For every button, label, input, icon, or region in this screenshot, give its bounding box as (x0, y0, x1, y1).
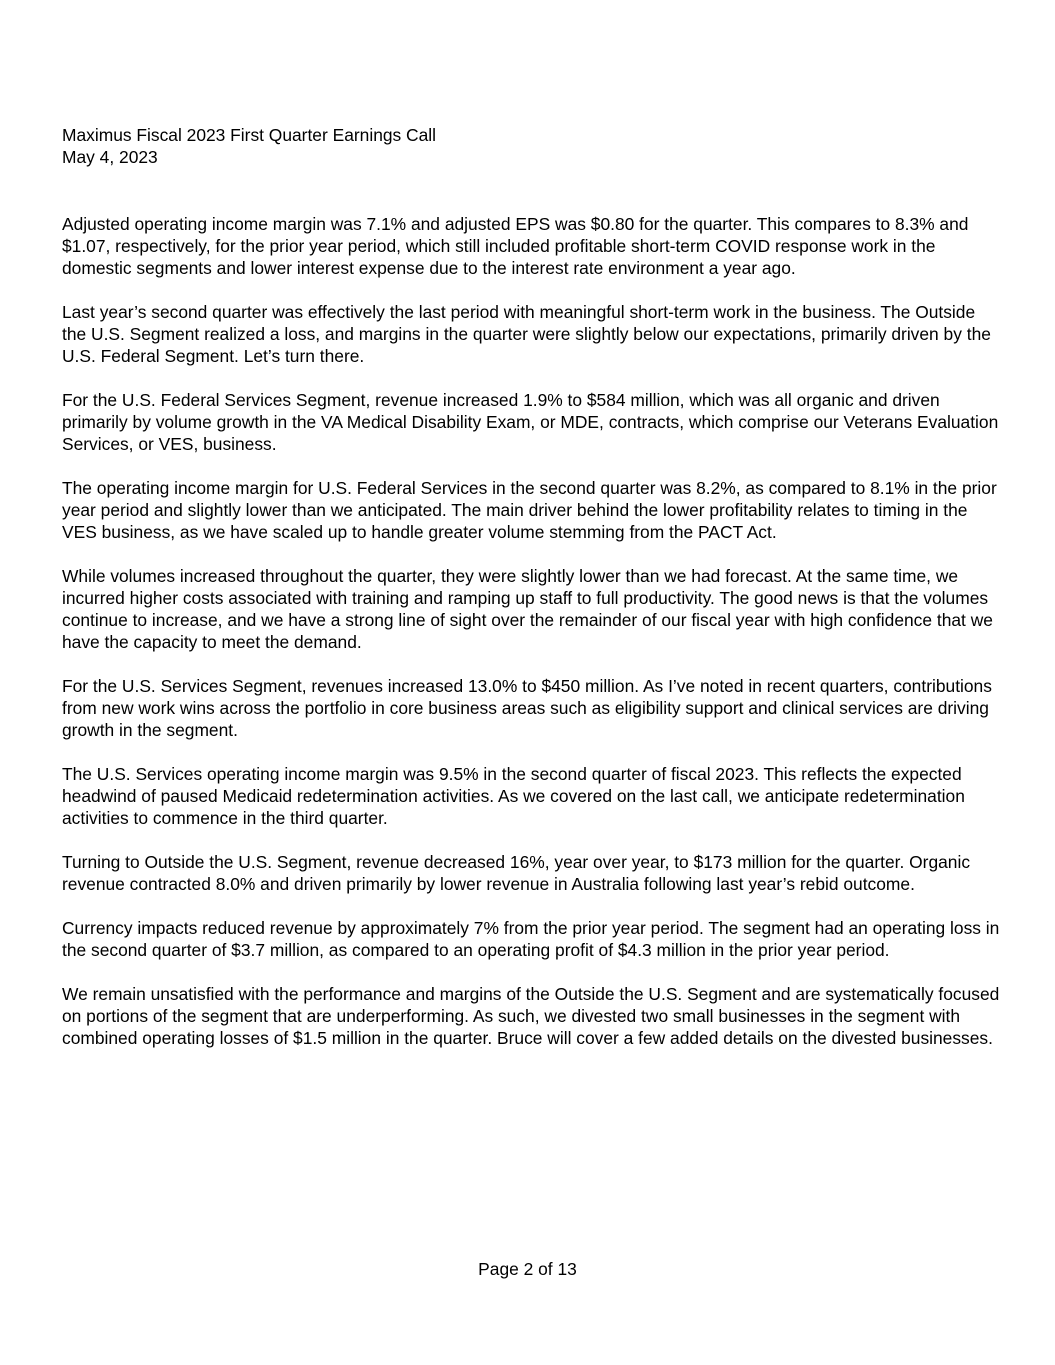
paragraph-outside-us-revenue: Turning to Outside the U.S. Segment, revenue decreased 16%, year over year, to $173 million for the quarter. Organic revenue contracted 8.0% and driven primarily by lower revenue in Australia following last year’s rebid outcome. (62, 852, 971, 894)
paragraph-us-services-revenue: For the U.S. Services Segment, revenues increased 13.0% to $450 million. As I’ve noted in recent quarters, contributions from new work wins across the portfolio in core business areas such as eligibility support and clinical services are driving growth in the segment. (62, 676, 992, 740)
document-header (62, 124, 436, 168)
paragraph-volumes: While volumes increased throughout the quarter, they were slightly lower than we had forecast. At the same time, we incurred higher costs associated with training and ramping up staff to full productivity. The good news is that the volumes continue to increase, and we have a strong line of sight over the remainder of our fiscal year with high confidence that we have the capacity to meet the demand. (62, 566, 993, 652)
paragraph-short-term-work: Last year’s second quarter was effectively the last period with meaningful short-term work in the business. The Outside the U.S. Segment realized a loss, and margins in the quarter were slightly below our expectations, primarily driven by the U.S. Federal Segment. Let’s turn there. (62, 302, 991, 366)
page-number: Page 2 of 13 (478, 1259, 577, 1279)
paragraph-us-services-margin: The U.S. Services operating income margin was 9.5% in the second quarter of fiscal 2023. This reflects the expected headwind of paused Medicaid redetermination activities. As we covered on the last call, we anticipate redetermination activities to commence in the third quarter. (62, 764, 965, 828)
paragraph-adjusted-margin: Adjusted operating income margin was 7.1% and adjusted EPS was $0.80 for the quarter. This compares to 8.3% and $1.07, respectively, for the prior year period, which still included profitable short-term COVID response work in the domestic segments and lower interest expense due to the interest rate environment a year ago. (62, 214, 969, 278)
paragraph-currency-impacts: Currency impacts reduced revenue by approximately 7% from the prior year period. The segment had an operating loss in the second quarter of $3.7 million, as compared to an operating profit of $4.3 million in the prior year period. (62, 918, 1000, 960)
document-body (62, 213, 1002, 1071)
document-title: Maximus Fiscal 2023 First Quarter Earnings Call (62, 125, 437, 145)
paragraph-federal-margin: The operating income margin for U.S. Federal Services in the second quarter was 8.2%, as compared to 8.1% in the prior year period and slightly lower than we anticipated. The main driver behind the lower profitability relates to timing in the VES business, as we have scaled up to handle greater volume stemming from the PACT Act. (62, 478, 997, 542)
paragraph-divestitures: We remain unsatisfied with the performance and margins of the Outside the U.S. Segment and are systematically focused on portions of the segment that are underperforming. As such, we divested two small businesses in the segment with combined operating losses of $1.5 million in the quarter. Bruce will cover a few added details on the divested businesses. (62, 984, 1000, 1048)
paragraph-federal-revenue: For the U.S. Federal Services Segment, revenue increased 1.9% to $584 million, which was all organic and driven primarily by volume growth in the VA Medical Disability Exam, or MDE, contracts, which comprise our Veterans Evaluation Services, or VES, business. (62, 390, 999, 454)
document-date: May 4, 2023 (62, 147, 158, 167)
